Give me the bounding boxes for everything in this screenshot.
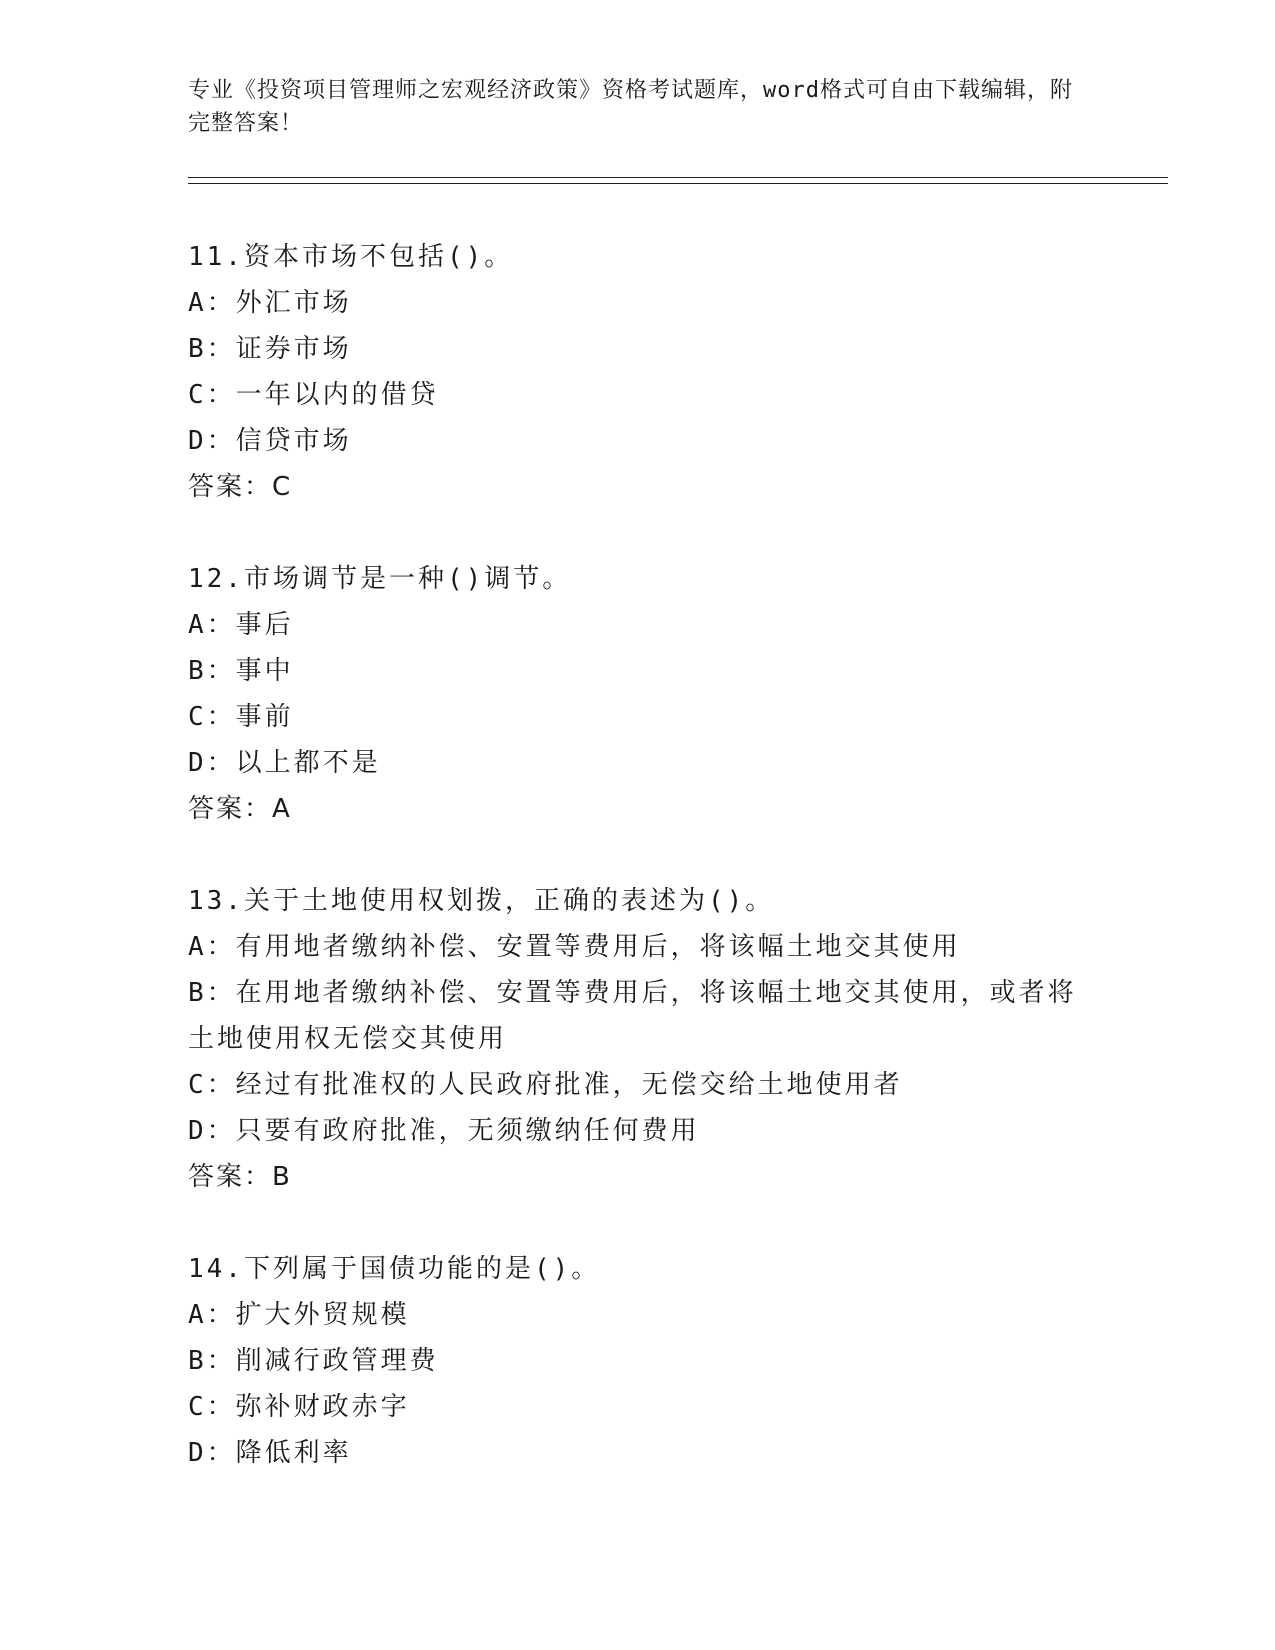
answer-line: 答案：B [188,1162,292,1192]
option-b: B：证券市场 [188,334,352,364]
document-header: 专业《投资项目管理师之宏观经济政策》资格考试题库，word格式可自由下载编辑，附完整答案！ [188,78,1073,136]
question-stem: 12.市场调节是一种()调节。 [188,564,572,594]
option-a: A：有用地者缴纳补偿、安置等费用后，将该幅土地交其使用 [188,932,961,962]
option-d: D：以上都不是 [188,748,381,778]
question-stem: 13.关于土地使用权划拨，正确的表述为()。 [188,886,775,916]
question-14 [188,1246,1088,1476]
option-d: D：只要有政府批准，无须缴纳任何费用 [188,1116,700,1146]
question-13 [188,878,1088,1200]
option-c: C：弥补财政赤字 [188,1392,410,1422]
option-b: B：在用地者缴纳补偿、安置等费用后，将该幅土地交其使用，或者将土地使用权无偿交其使用 [188,978,1077,1054]
option-c: C：一年以内的借贷 [188,380,439,410]
option-c: C：事前 [188,702,294,732]
header-divider-bottom [188,183,1168,184]
option-d: D：降低利率 [188,1438,352,1468]
header-divider-top [188,177,1168,178]
option-a: A：扩大外贸规模 [188,1300,410,1330]
question-stem: 14.下列属于国债功能的是()。 [188,1254,601,1284]
answer-line: 答案：A [188,794,292,824]
option-a: A：事后 [188,610,294,640]
option-b: B：事中 [188,656,294,686]
option-b: B：削减行政管理费 [188,1346,439,1376]
question-11 [188,234,1088,510]
option-a: A：外汇市场 [188,288,352,318]
question-12 [188,556,1088,832]
answer-line: 答案：C [188,472,293,502]
question-stem: 11.资本市场不包括()。 [188,242,514,272]
option-d: D：信贷市场 [188,426,352,456]
option-c: C：经过有批准权的人民政府批准，无偿交给土地使用者 [188,1070,903,1100]
